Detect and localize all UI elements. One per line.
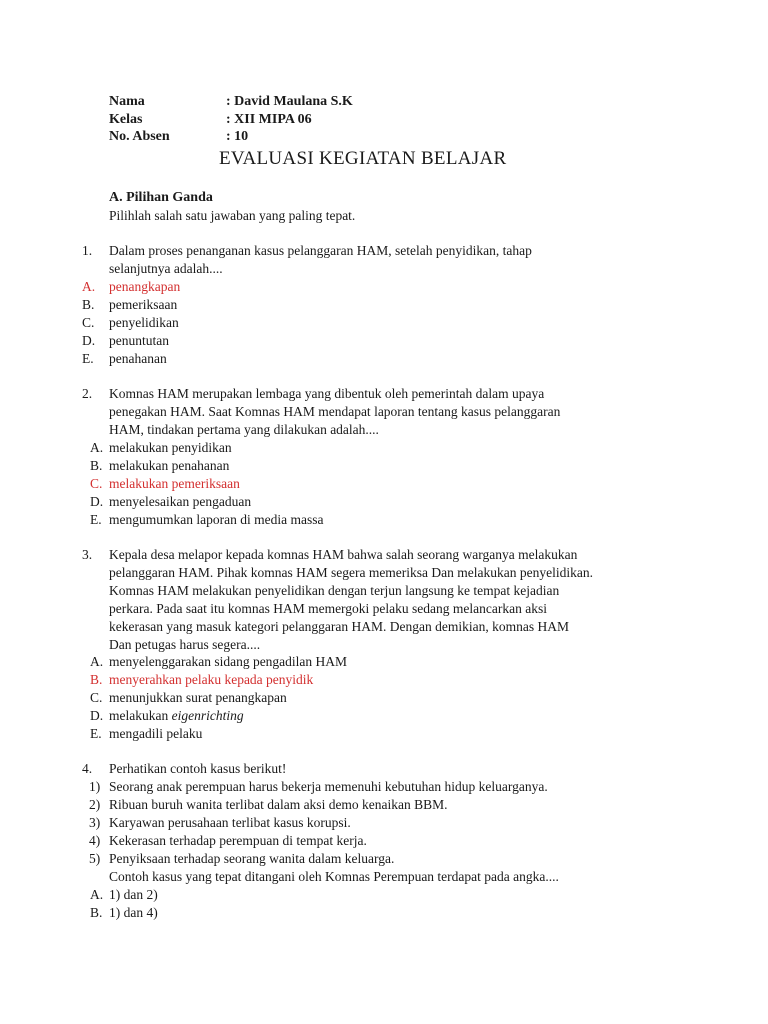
q3-option-d-plain: melakukan bbox=[109, 708, 172, 723]
absen-label: No. Absen bbox=[109, 129, 170, 144]
q2-option-d-text: menyelesaikan pengaduan bbox=[109, 494, 252, 509]
q1-option-c-text: penyelidikan bbox=[109, 315, 179, 330]
q4-item-number: 3) bbox=[89, 815, 101, 830]
q1-text-line: Dalam proses penanganan kasus pelanggaran HAM, setelah penyidikan, tahap bbox=[109, 243, 532, 258]
q3-option-d-italic-term: eigenrichting bbox=[171, 708, 244, 723]
q2-option-b-letter: B. bbox=[90, 458, 103, 473]
q2-text-line: penegakan HAM. Saat Komnas HAM mendapat laporan tentang kasus pelanggaran bbox=[109, 404, 561, 419]
q1-number: 1. bbox=[82, 243, 93, 258]
q3-option-d-text bbox=[109, 708, 244, 724]
q4-number: 4. bbox=[82, 761, 93, 776]
page-title: EVALUASI KEGIATAN BELAJAR bbox=[219, 148, 507, 169]
q4-item-text: Karyawan perusahaan terlibat kasus korupsi. bbox=[109, 815, 351, 830]
q1-option-a-text: penangkapan bbox=[109, 279, 181, 294]
q4-option-b-letter: B. bbox=[90, 905, 103, 920]
q4-item-number: 1) bbox=[89, 779, 101, 794]
q2-option-e-text: mengumumkan laporan di media massa bbox=[109, 512, 324, 527]
q4-item-text: Penyiksaan terhadap seorang wanita dalam keluarga. bbox=[109, 851, 395, 866]
q3-option-a-letter: A. bbox=[90, 654, 104, 669]
q3-number: 3. bbox=[82, 547, 93, 562]
q4-item-text: Kekerasan terhadap perempuan di tempat kerja. bbox=[109, 833, 367, 848]
absen-value: : 10 bbox=[226, 129, 249, 144]
q2-option-c-text: melakukan pemeriksaan bbox=[109, 476, 240, 491]
q4-item-number: 5) bbox=[89, 851, 101, 866]
q2-text-line: Komnas HAM merupakan lembaga yang dibentuk oleh pemerintah dalam upaya bbox=[109, 386, 545, 401]
q2-option-c-letter: C. bbox=[90, 476, 103, 491]
q3-text-line: Kepala desa melapor kepada komnas HAM bahwa salah seorang warganya melakukan bbox=[109, 547, 578, 562]
q1-option-e-letter: E. bbox=[82, 351, 94, 366]
q1-option-d-text: penuntutan bbox=[109, 333, 169, 348]
q3-text-line: Komnas HAM melakukan penyelidikan dengan terjun langsung ke tempat kejadian bbox=[109, 583, 560, 598]
q1-option-e-text: penahanan bbox=[109, 351, 167, 366]
q1-option-c-letter: C. bbox=[82, 315, 95, 330]
q4-item-text: Seorang anak perempuan harus bekerja memenuhi kebutuhan hidup keluarganya. bbox=[109, 779, 548, 794]
section-instruction: Pilihlah salah satu jawaban yang paling tepat. bbox=[109, 208, 356, 223]
q1-text-line: selanjutnya adalah.... bbox=[109, 261, 223, 276]
q2-text-line: HAM, tindakan pertama yang dilakukan adalah.... bbox=[109, 422, 379, 437]
q1-option-b-letter: B. bbox=[82, 297, 95, 312]
q4-option-a-text: 1) dan 2) bbox=[109, 887, 158, 902]
kelas-value: : XII MIPA 06 bbox=[226, 112, 312, 127]
q2-option-b-text: melakukan penahanan bbox=[109, 458, 230, 473]
q2-option-a-text: melakukan penyidikan bbox=[109, 440, 232, 455]
q3-option-b-letter: B. bbox=[90, 672, 103, 687]
q3-text-line: pelanggaran HAM. Pihak komnas HAM segera memeriksa Dan melakukan penyelidikan. bbox=[109, 565, 593, 580]
q3-option-e-text: mengadili pelaku bbox=[109, 726, 203, 741]
q3-option-e-letter: E. bbox=[90, 726, 102, 741]
q2-option-d-letter: D. bbox=[90, 494, 104, 509]
nama-label: Nama bbox=[109, 94, 145, 109]
q4-item-text: Ribuan buruh wanita terlibat dalam aksi demo kenaikan BBM. bbox=[109, 797, 448, 812]
nama-value: : David Maulana S.K bbox=[226, 94, 353, 109]
q2-option-e-letter: E. bbox=[90, 512, 102, 527]
q1-option-d-letter: D. bbox=[82, 333, 96, 348]
q4-item-number: 4) bbox=[89, 833, 101, 848]
q3-option-b-text: menyerahkan pelaku kepada penyidik bbox=[109, 672, 314, 687]
q3-option-d-letter: D. bbox=[90, 708, 104, 723]
q4-item-number: 2) bbox=[89, 797, 101, 812]
q2-number: 2. bbox=[82, 386, 93, 401]
q1-option-a-letter: A. bbox=[82, 279, 96, 294]
q3-option-c-letter: C. bbox=[90, 690, 103, 705]
q3-text-line: Dan petugas harus segera.... bbox=[109, 637, 261, 652]
q1-option-b-text: pemeriksaan bbox=[109, 297, 178, 312]
q4-option-b-text: 1) dan 4) bbox=[109, 905, 158, 920]
q2-option-a-letter: A. bbox=[90, 440, 104, 455]
q4-question: Contoh kasus yang tepat ditangani oleh Komnas Perempuan terdapat pada angka.... bbox=[109, 869, 559, 884]
section-heading: A. Pilihan Ganda bbox=[109, 190, 213, 205]
q3-text-line: kekerasan yang masuk kategori pelanggaran HAM. Dengan demikian, komnas HAM bbox=[109, 619, 569, 634]
q3-text-line: perkara. Pada saat itu komnas HAM memergoki pelaku sedang melancarkan aksi bbox=[109, 601, 547, 616]
q3-option-a-text: menyelenggarakan sidang pengadilan HAM bbox=[109, 654, 348, 669]
kelas-label: Kelas bbox=[109, 112, 143, 127]
q4-option-a-letter: A. bbox=[90, 887, 104, 902]
q3-option-c-text: menunjukkan surat penangkapan bbox=[109, 690, 287, 705]
q4-intro: Perhatikan contoh kasus berikut! bbox=[109, 761, 287, 776]
